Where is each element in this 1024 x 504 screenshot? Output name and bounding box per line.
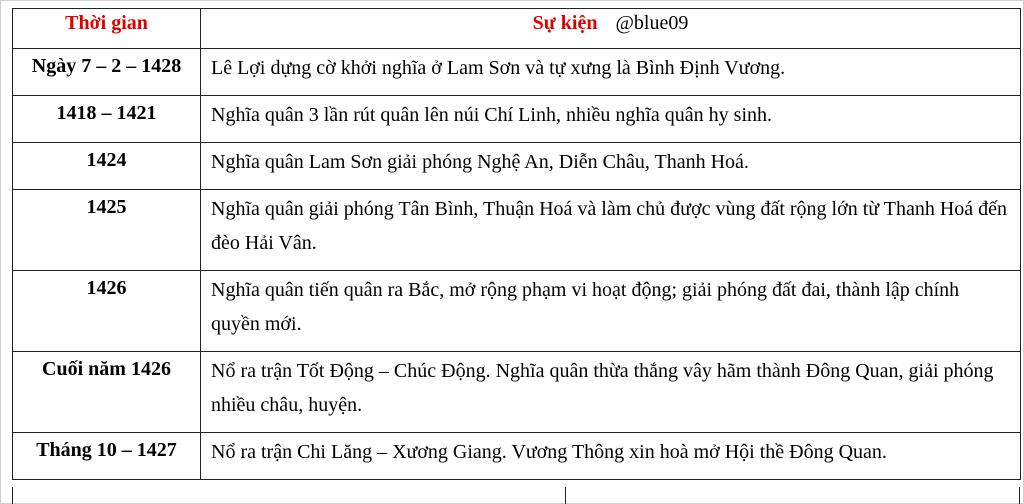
event-text: Nổ ra trận Tốt Động – Chúc Động. Nghĩa quân thừa thắng vây hãm thành Đông Quan, giải phóng nhiều châu, huyện. bbox=[211, 360, 994, 416]
table-row bbox=[13, 271, 1021, 352]
table-row bbox=[13, 96, 1021, 143]
event-cell bbox=[201, 143, 1021, 190]
event-cell bbox=[201, 352, 1021, 433]
time-cell: Cuối năm 1426 bbox=[13, 352, 201, 433]
cropped-row-divider bbox=[565, 487, 566, 504]
event-text: Nghĩa quân 3 lần rút quân lên núi Chí Linh, nhiều nghĩa quân hy sinh. bbox=[211, 104, 773, 126]
event-text: Lê Lợi dựng cờ khởi nghĩa ở Lam Sơn và tự xưng là Bình Định Vương. bbox=[211, 57, 786, 79]
history-events-table bbox=[12, 8, 1021, 480]
time-cell: 1424 bbox=[13, 143, 201, 190]
table-row bbox=[13, 190, 1021, 271]
event-cell bbox=[201, 190, 1021, 271]
event-text: Nổ ra trận Chi Lăng – Xương Giang. Vương Thông xin hoà mở Hội thề Đông Quan. bbox=[211, 441, 887, 463]
time-cell: 1425 bbox=[13, 190, 201, 271]
time-cell: Ngày 7 – 2 – 1428 bbox=[13, 49, 201, 96]
event-cell bbox=[201, 96, 1021, 143]
header-event bbox=[201, 9, 1021, 49]
table-row bbox=[13, 433, 1021, 480]
table-row bbox=[13, 49, 1021, 96]
event-cell bbox=[201, 433, 1021, 480]
header-event-label: Sự kiện bbox=[532, 12, 598, 34]
author-handle: @blue09 bbox=[615, 12, 689, 34]
table-row bbox=[13, 143, 1021, 190]
header-time bbox=[13, 9, 201, 49]
event-cell bbox=[201, 49, 1021, 96]
header-time-label: Thời gian bbox=[65, 12, 148, 34]
table-header-row bbox=[13, 9, 1021, 49]
event-text: Nghĩa quân Lam Sơn giải phóng Nghệ An, Diễn Châu, Thanh Hoá. bbox=[211, 151, 749, 173]
cropped-next-row bbox=[12, 487, 1020, 504]
event-text: Nghĩa quân giải phóng Tân Bình, Thuận Hoá và làm chủ được vùng đất rộng lớn từ Thanh Hoá đến đèo Hải Vân. bbox=[211, 198, 1008, 254]
table-row bbox=[13, 352, 1021, 433]
event-cell bbox=[201, 271, 1021, 352]
time-cell: Tháng 10 – 1427 bbox=[13, 433, 201, 480]
time-cell: 1426 bbox=[13, 271, 201, 352]
event-text: Nghĩa quân tiến quân ra Bắc, mở rộng phạm vi hoạt động; giải phóng đất đai, thành lập chính quyền mới. bbox=[211, 279, 960, 335]
time-cell: 1418 – 1421 bbox=[13, 96, 201, 143]
